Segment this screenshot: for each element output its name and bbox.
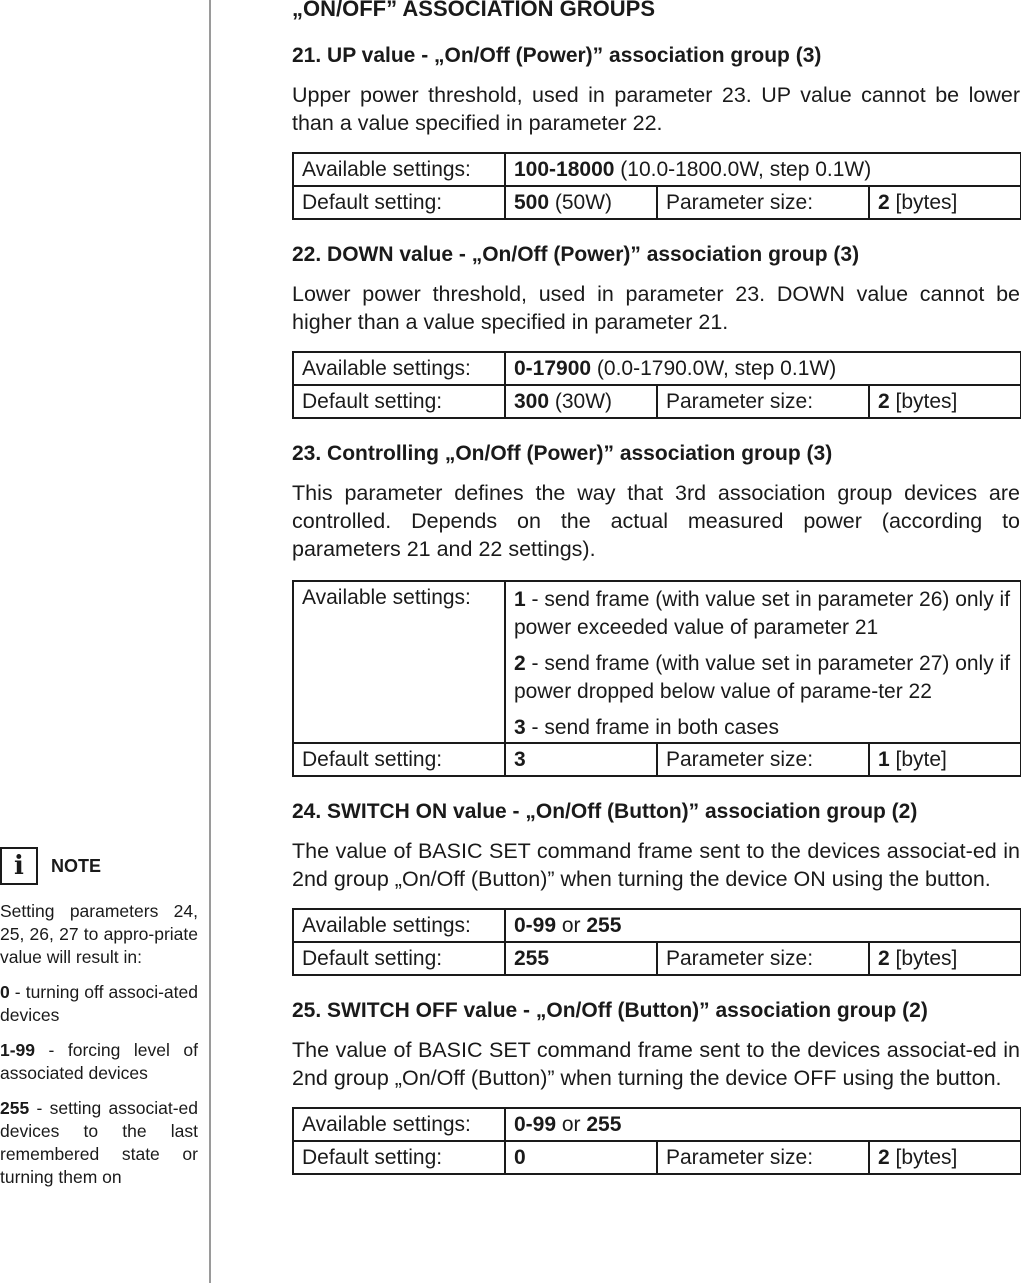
param-23-table (292, 580, 1021, 777)
default-label: Default setting: (293, 942, 505, 975)
param-23-description: This parameter defines the way that 3rd association group devices are controlled. Depends on the actual measured power (according to parameters 21 and 22 settings). (292, 481, 1020, 561)
param-24-description: The value of BASIC SET command frame sent to the devices associat-ed in 2nd group „On/Off (Button)” when turning the device ON using the button. (292, 839, 1020, 891)
param-21-table (292, 152, 1021, 220)
param-24-table (292, 908, 1021, 976)
available-value: 0-99 or 255 (505, 1108, 1021, 1141)
note-intro: Setting parameters 24, 25, 26, 27 to appro-priate value will result in: (0, 901, 198, 967)
option-item: 2 - send frame (with value set in parameter 27) only if power dropped below value of parame-ter 22 (514, 652, 1011, 703)
size-label: Parameter size: (657, 942, 869, 975)
available-label: Available settings: (293, 352, 505, 385)
available-options (505, 581, 1021, 743)
option-item: 1 - send frame (with value set in parameter 26) only if power exceeded value of parameter 21 (514, 588, 1011, 639)
default-value: 255 (505, 942, 657, 975)
default-value: 3 (505, 743, 657, 776)
available-value: 0-17900 (0.0-1790.0W, step 0.1W) (505, 352, 1021, 385)
default-label: Default setting: (293, 186, 505, 219)
param-21-description: Upper power threshold, used in parameter 23. UP value cannot be lower than a value specified in parameter 22. (292, 83, 1020, 135)
param-24-title: 24. SWITCH ON value - „On/Off (Button)” association group (2) (292, 800, 918, 823)
available-label: Available settings: (293, 909, 505, 942)
main-content (292, 0, 1020, 1175)
available-value: 100-18000 (10.0-1800.0W, step 0.1W) (505, 153, 1021, 186)
note-box (0, 846, 198, 1201)
param-23-title: 23. Controlling „On/Off (Power)” association group (3) (292, 442, 833, 465)
param-21-title: 21. UP value - „On/Off (Power)” association group (3) (292, 44, 822, 67)
note-item: 255 - setting associat-ed devices to the last remembered state or turning them on (0, 1098, 198, 1187)
param-22-table (292, 351, 1021, 419)
available-label: Available settings: (293, 581, 505, 743)
default-label: Default setting: (293, 1141, 505, 1174)
size-label: Parameter size: (657, 186, 869, 219)
option-item: 3 - send frame in both cases (514, 716, 779, 739)
section-title: „ON/OFF” ASSOCIATION GROUPS (292, 0, 656, 21)
param-25-table (292, 1107, 1021, 1175)
default-value: 300 (30W) (505, 385, 657, 418)
size-value: 1 [byte] (869, 743, 1021, 776)
available-value: 0-99 or 255 (505, 909, 1021, 942)
size-value: 2 [bytes] (869, 186, 1021, 219)
size-label: Parameter size: (657, 385, 869, 418)
default-label: Default setting: (293, 743, 505, 776)
param-25-title: 25. SWITCH OFF value - „On/Off (Button)” association group (2) (292, 999, 928, 1022)
note-title: NOTE (51, 855, 102, 876)
note-item: 1-99 - forcing level of associated devices (0, 1040, 198, 1083)
param-25-description: The value of BASIC SET command frame sent to the devices associat-ed in 2nd group „On/Off (Button)” when turning the device OFF using the button. (292, 1038, 1020, 1090)
column-divider (209, 0, 211, 1283)
available-label: Available settings: (293, 153, 505, 186)
available-label: Available settings: (293, 1108, 505, 1141)
size-value: 2 [bytes] (869, 385, 1021, 418)
size-value: 2 [bytes] (869, 942, 1021, 975)
default-value: 500 (50W) (505, 186, 657, 219)
default-value: 0 (505, 1141, 657, 1174)
size-label: Parameter size: (657, 1141, 869, 1174)
param-22-title: 22. DOWN value - „On/Off (Power)” association group (3) (292, 243, 860, 266)
size-label: Parameter size: (657, 743, 869, 776)
default-label: Default setting: (293, 385, 505, 418)
note-header (0, 846, 198, 886)
info-icon: i (0, 847, 38, 885)
note-item: 0 - turning off associ-ated devices (0, 982, 198, 1025)
param-22-description: Lower power threshold, used in parameter 23. DOWN value cannot be higher than a value specified in parameter 21. (292, 282, 1020, 334)
size-value: 2 [bytes] (869, 1141, 1021, 1174)
